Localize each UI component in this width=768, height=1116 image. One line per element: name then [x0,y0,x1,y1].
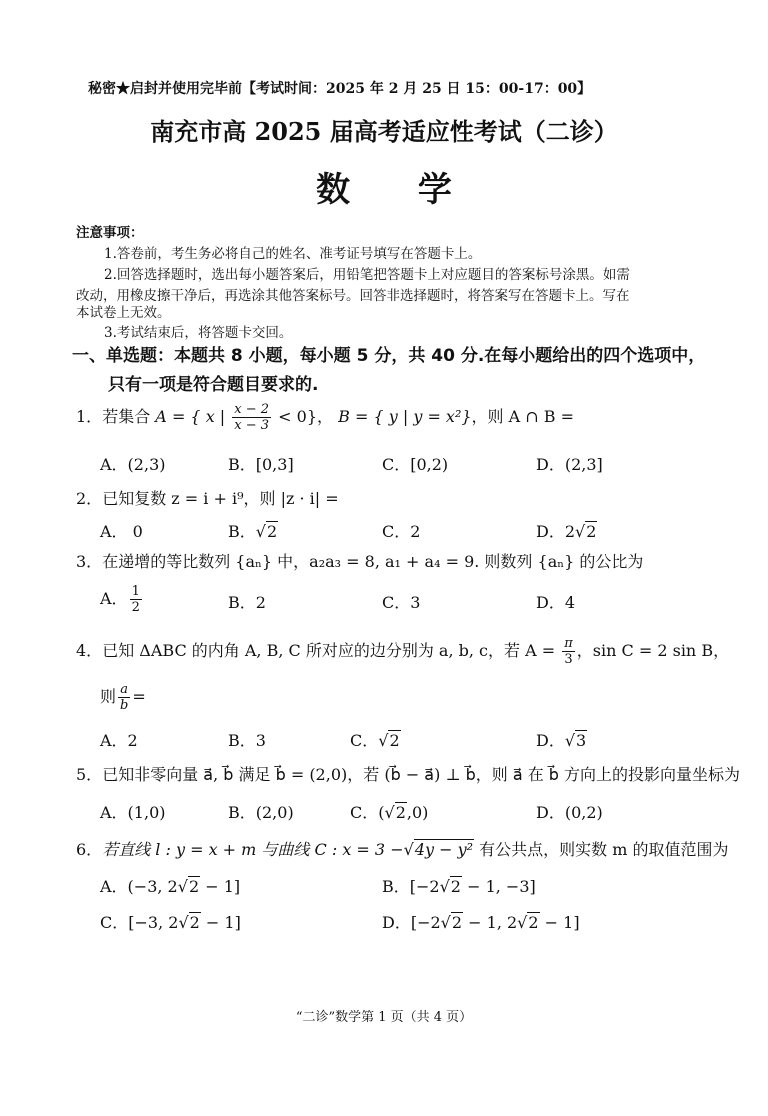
q4-then [100,682,146,713]
q4-option-d [536,728,587,751]
q6-opt-a-post: − 1] [200,877,241,896]
q3-number: 3． [76,552,103,571]
q6-opt-b-pre: B．[−2 [382,877,440,896]
note-2-cont: 改动，用橡皮擦干净后，再选涂其他答案标号。回答非选择题时，将答案写在答题卡上。写在 [76,288,630,304]
q1-number: 1． [76,407,103,426]
q4-option-c-label: C． [350,731,379,750]
q2-option-c: C．2 [382,522,421,541]
q1-option-c: C．[0,2) [382,455,449,474]
q3-option-a [100,584,144,615]
section-heading: 一、单选题：本题共 8 小题，每小题 5 分，共 40 分.在每小题给出的四个选项中， [72,346,706,366]
q1-frac-den: x − 3 [234,418,270,433]
q2-number: 2． [76,489,103,508]
q2-option-d-radicand: 2 [586,522,597,541]
q6-opt-d-sqrt-2: √2 [517,913,539,932]
q6-opt-d-radicand-2: 2 [528,913,539,932]
q4-ab-fraction [118,682,130,713]
q4-option-c-sqrt: √2 [378,731,400,750]
q6-radicand: 4y − y² [414,840,474,859]
q1-set-a: A = { x | [155,407,226,426]
question-3 [76,549,643,572]
q5-option-c-label: C．( [350,803,385,822]
q2-option-b-sqrt: √2 [255,522,278,541]
q6-opt-d-sqrt-1: √2 [440,913,463,932]
q4-option-c-radicand: 2 [389,731,400,750]
q2-option-d [536,519,597,542]
q4-option-a: A．2 [100,731,138,750]
q4-option-d-label: D． [536,731,565,750]
question-5 [76,762,740,785]
q3-option-d: D．4 [536,593,576,612]
q5-stem: 已知非零向量 a⃗, b⃗ 满足 b⃗ = (2,0)，若 (b⃗ − a⃗) ⊥ b⃗，则 a⃗ 在 b⃗ 方向上的投影向量坐标为 [102,765,741,784]
q5-option-d: D．(0,2) [536,803,603,822]
q4-pi-num: π [564,636,573,651]
notes-heading: 注意事项： [76,225,144,241]
q6-opt-a-radicand: 2 [188,877,200,896]
q2-option-d-label: D． [536,522,565,541]
q3-option-a-fraction [130,584,142,615]
q6-opt-c-sqrt: √2 [178,913,200,932]
q2-option-b [228,519,278,542]
q1-stem-a: 若集合 [102,407,151,426]
note-1: 1.答卷前，考生务必将自己的姓名、准考证号填写在答题卡上。 [104,246,482,262]
q6-option-b [382,874,536,897]
q4-option-d-radicand: 3 [576,731,587,750]
q4-stem-a: 已知 ΔABC 的内角 A, B, C 所对应的边分别为 a, b, c，若 A = [102,641,556,660]
note-3: 3.考试结束后，将答题卡交回。 [104,325,293,341]
q6-opt-d-mid: − 1, 2 [463,913,518,932]
q2-option-d-sqrt: √2 [575,522,597,541]
q3-frac-num: 1 [131,584,140,599]
q3-option-c: C．3 [382,593,421,612]
q1-option-a: A．(2,3) [100,455,166,474]
q4-equals: = [132,687,146,706]
q4-ab-den: b [120,698,129,713]
q6-sqrt: √4y − y² [403,840,474,859]
q6-option-c [100,910,241,933]
q1-set-b: B = { y | y = x²} [338,407,472,426]
q3-option-b: B．2 [228,593,266,612]
q2-stem: 已知复数 z = i + i⁹，则 |z · i| = [102,489,339,508]
q6-stem-b: 有公共点，则实数 m 的取值范围为 [474,840,729,859]
q4-ab-num: a [120,682,129,697]
question-1 [76,402,574,433]
q6-opt-c-pre: C．[−3, 2 [100,913,179,932]
q4-number: 4． [76,641,103,660]
q2-option-b-radicand: 2 [266,522,278,541]
q6-number: 6． [76,840,103,859]
q5-option-c-radicand: 2 [395,803,406,822]
q5-number: 5． [76,765,103,784]
q6-stem-a: 若直线 l : y = x + m 与曲线 C : x = 3 − [102,840,404,859]
q5-option-c-post: ,0) [406,803,429,822]
note-2: 2.回答选择题时，选出每小题答案后，用铅笔把答题卡上对应题目的答案标号涂黑。如需 [104,267,630,283]
page-footer: “二诊”数学第 1 页（共 4 页） [295,1010,473,1025]
q2-option-b-label: B． [228,522,256,541]
q4-pi-fraction [562,636,575,667]
question-4 [76,636,729,667]
q4-stem-b: ，sin C = 2 sin B， [576,641,730,660]
q2-option-d-coef: 2 [564,522,576,541]
note-2-end: 本试卷上无效。 [76,305,171,321]
question-6 [76,837,729,860]
q6-opt-a-sqrt: √2 [177,877,200,896]
q3-stem: 在递增的等比数列 {aₙ} 中，a₂a₃ = 8, a₁ + a₄ = 9. 则数列 {aₙ} 的公比为 [102,552,644,571]
q6-opt-b-post: − 1, −3] [461,877,536,896]
q6-opt-d-pre: D．[−2 [382,913,441,932]
subject-title: 数 学 [316,170,480,210]
section-heading-cont: 只有一项是符合题目要求的. [108,375,319,395]
q5-option-a: A．(1,0) [100,803,166,822]
question-2 [76,486,339,509]
secret-header: 秘密★启封并使用完毕前【考试时间：2025 年 2 月 25 日 15：00-17：00】 [88,81,592,97]
q6-opt-d-post: − 1] [539,913,580,932]
exam-title: 南充市高 2025 届高考适应性考试（二诊） [150,117,618,146]
q3-frac-den: 2 [131,600,140,615]
q6-option-d [382,910,580,933]
q4-then-label: 则 [100,687,117,706]
q5-option-b: B．(2,0) [228,803,294,822]
q6-option-a [100,874,240,897]
q6-opt-a-pre: A．(−3, 2 [100,877,178,896]
q1-set-a-post: < 0}， [278,407,334,426]
q6-opt-b-sqrt: √2 [439,877,461,896]
q1-stem-b: ，则 A ∩ B = [471,407,575,426]
q4-option-c [350,728,401,751]
q6-opt-d-radicand-1: 2 [451,913,463,932]
q1-option-b: B．[0,3] [228,455,294,474]
q4-option-b: B．3 [228,731,266,750]
q4-option-d-sqrt: √3 [564,731,587,750]
q6-opt-b-radicand: 2 [450,877,461,896]
q2-option-a: A． 0 [100,522,143,541]
q6-opt-c-post: − 1] [200,913,241,932]
q1-frac-num: x − 2 [234,402,270,417]
q3-option-a-label: A． [100,589,128,608]
q1-fraction [232,402,271,433]
q4-pi-den: 3 [564,652,573,667]
q5-option-c-sqrt: √2 [384,803,406,822]
q1-option-d: D．(2,3] [536,455,603,474]
q6-opt-c-radicand: 2 [189,913,200,932]
q5-option-c [350,800,428,823]
